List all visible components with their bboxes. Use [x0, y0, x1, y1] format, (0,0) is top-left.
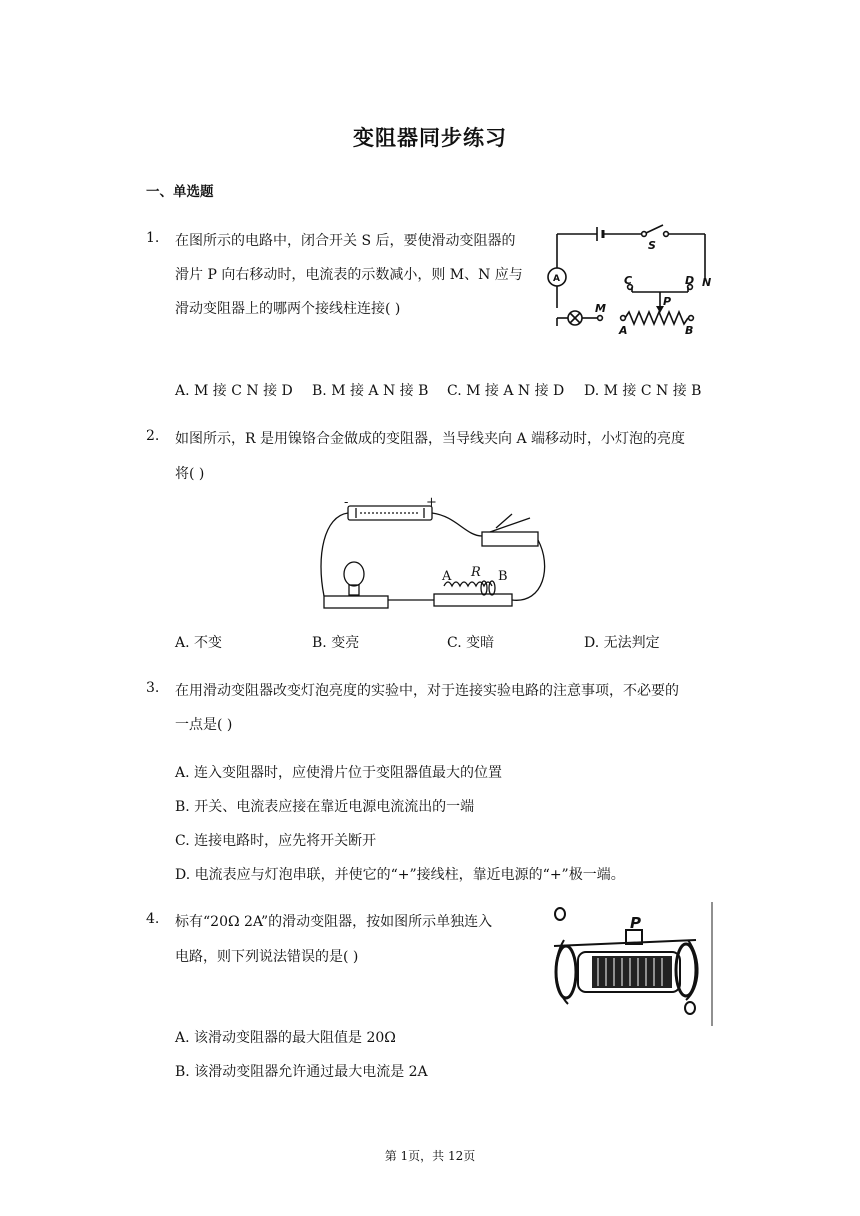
- fig2-label-r: R: [471, 565, 481, 580]
- question-1-option-c[interactable]: C. M 接 A N 接 D: [447, 383, 565, 399]
- fig1-label-a: A: [619, 324, 628, 337]
- fig1-label-m: M: [595, 302, 606, 315]
- question-1-line-3: 滑动变阻器上的哪两个接线柱连接( ): [175, 301, 401, 317]
- question-3-line-2: 一点是( ): [175, 717, 233, 733]
- circuit-diagram-1: [545, 222, 715, 340]
- fig1-label-s: S: [648, 239, 656, 252]
- question-1-number: 1.: [146, 230, 160, 246]
- question-3-option-b[interactable]: B. 开关、电流表应接在靠近电源电流流出的一端: [175, 799, 475, 815]
- question-3-line-1: 在用滑动变阻器改变灯泡亮度的实验中，对于连接实验电路的注意事项，不必要的: [175, 683, 679, 699]
- question-2-line-2: 将( ): [175, 466, 205, 482]
- page-footer: 第 1页，共 12页: [384, 1149, 476, 1163]
- fig1-label-n: N: [702, 276, 712, 289]
- question-1-option-b[interactable]: B. M 接 A N 接 B: [312, 383, 429, 399]
- question-2-option-b[interactable]: B. 变亮: [312, 635, 360, 651]
- question-3-option-c[interactable]: C. 连接电路时，应先将开关断开: [175, 833, 377, 849]
- fig2-label-plus: +: [426, 495, 437, 510]
- question-1-line-2: 滑片 P 向右移动时，电流表的示数减小，则 M、N 应与: [175, 267, 523, 283]
- question-1-option-a[interactable]: A. M 接 C N 接 D: [175, 383, 293, 399]
- fig1-label-d: D: [685, 274, 695, 287]
- question-2-option-c[interactable]: C. 变暗: [447, 635, 495, 651]
- fig2-label-minus: -: [344, 495, 349, 510]
- question-3-option-a[interactable]: A. 连入变阻器时，应使滑片位于变阻器值最大的位置: [175, 765, 503, 781]
- question-4-option-a[interactable]: A. 该滑动变阻器的最大阻值是 20Ω: [175, 1030, 396, 1046]
- question-4-line-1: 标有“20Ω 2A”的滑动变阻器，按如图所示单独连入: [175, 914, 493, 930]
- fig1-label-c: C: [624, 274, 633, 287]
- fig2-label-a: A: [442, 569, 452, 584]
- question-4-line-2: 电路，则下列说法错误的是( ): [175, 949, 359, 965]
- rheostat-photo-figure: [546, 900, 714, 1028]
- question-2-option-a[interactable]: A. 不变: [175, 635, 223, 651]
- question-1-option-d[interactable]: D. M 接 C N 接 B: [584, 383, 702, 399]
- fig2-label-b: B: [498, 569, 508, 584]
- fig4-label-p: P: [630, 914, 641, 932]
- fig1-label-b: B: [685, 324, 694, 337]
- question-2-number: 2.: [146, 428, 160, 444]
- question-1-line-1: 在图所示的电路中，闭合开关 S 后，要使滑动变阻器的: [175, 233, 516, 249]
- question-3-option-d[interactable]: D. 电流表应与灯泡串联，并使它的“+”接线柱，靠近电源的“+”极一端。: [175, 867, 625, 883]
- fig1-label-p: P: [663, 295, 672, 308]
- circuit-diagram-2: [316, 496, 544, 620]
- ammeter-symbol-icon: A: [553, 274, 560, 284]
- section-heading: 一、单选题: [146, 184, 214, 200]
- question-2-option-d[interactable]: D. 无法判定: [584, 635, 660, 651]
- question-4-number: 4.: [146, 911, 160, 927]
- question-4-option-b[interactable]: B. 该滑动变阻器允许通过最大电流是 2A: [175, 1064, 428, 1080]
- page-title: 变阻器同步练习: [353, 126, 507, 150]
- question-3-number: 3.: [146, 680, 160, 696]
- question-2-line-1: 如图所示，R 是用镍铬合金做成的变阻器，当导线夹向 A 端移动时，小灯泡的亮度: [175, 431, 685, 447]
